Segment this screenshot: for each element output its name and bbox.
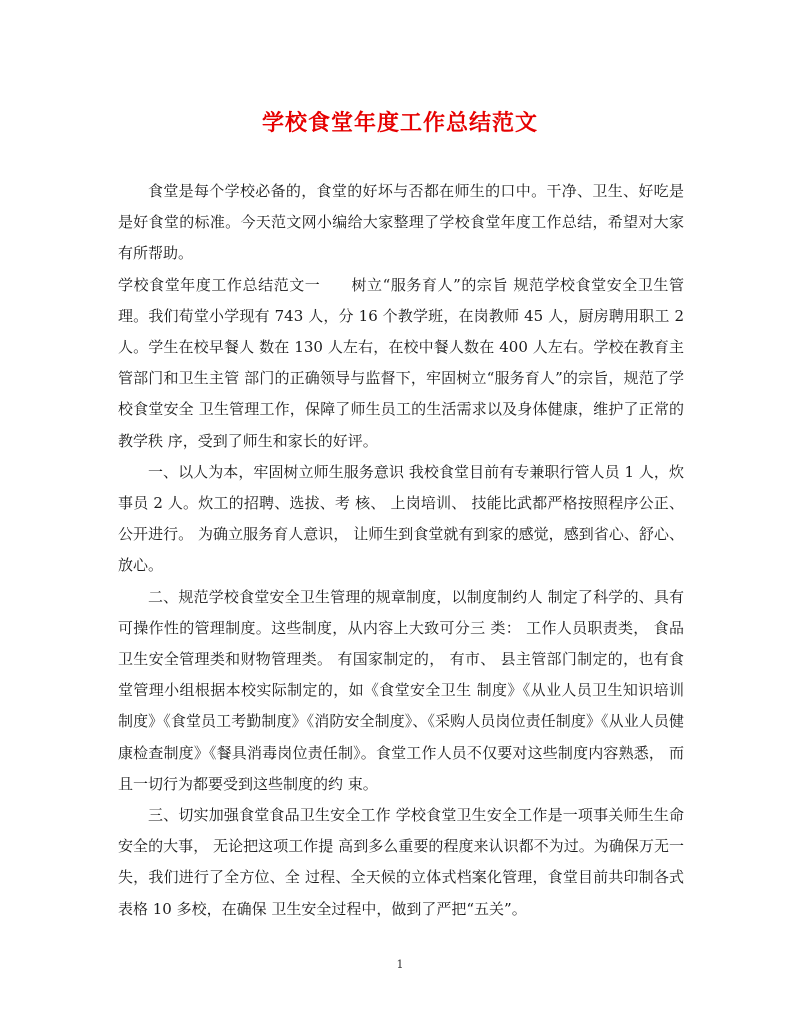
paragraph-intro: 食堂是每个学校必备的，食堂的好坏与否都在师生的口中。干净、卫生、好吃是是好食堂的标准。今天范文网小编给大家整理了学校食堂年度工作总结，希望对大家有所帮助。 — [118, 182, 684, 263]
document-body — [118, 176, 684, 925]
document-title: 学校食堂年度工作总结范文 — [261, 110, 538, 136]
paragraph-section-one: 学校食堂年度工作总结范文一 树立“服务育人”的宗旨 规范学校食堂安全卫生管理。我们荀堂小学现有 743 人，分 16 个教学班，在岗教师 45 人，厨房聘用职工 2 人。学生在校早餐人 数在 130 人左右，在校中餐人数在 400 人左右。学校在教育主管部门和卫生主管 部门的正确领导与监督下，牢固树立“服务育人”的宗旨，规范了学校食堂安全 卫生管理工作，保障了师生员工的生活需求以及身体健康，维护了正常的教学秩 序，受到了师生和家长的好评。 — [118, 275, 684, 450]
paragraph-item-three: 三、切实加强食堂食品卫生安全工作 学校食堂卫生安全工作是一项事关师生生命安全的大事， 无论把这项工作提 高到多么重要的程度来认识都不为过。为确保万无一失，我们进行了全方位、全 过程、全天候的立体式档案化管理，食堂目前共印制各式表格 10 多校，在确保 卫生安全过程中，做到了严把“五关”。 — [118, 806, 684, 918]
paragraph-item-two: 二、规范学校食堂安全卫生管理的规章制度，以制度制约人 制定了科学的、具有可操作性的管理制度。这些制度，从内容上大致可分三 类： 工作人员职责类， 食品卫生安全管理类和财物管理类。 有国家制定的， 有市、 县主管部门制定的，也有食堂管理小组根据本校实际制定的，如《食堂安全卫生 制度》《从业人员卫生知识培训制度》《食堂员工考勤制度》《消防安全制度》、《采购人员岗位责任制度》《从业人员健康检查制度》《餐具消毒岗位责任制》。食堂工作人员不仅要对这些制度内容熟悉， 而且一切行为都要受到这些制度的约 束。 — [118, 587, 684, 793]
paragraph-item-one: 一、以人为本，牢固树立师生服务意识 我校食堂目前有专兼职行管人员 1 人，炊事员 2 人。炊工的招聘、选拔、考 核、 上岗培训、 技能比武都严格按照程序公正、 公开进行。 为确立服务育人意识， 让师生到食堂就有到家的感觉，感到省心、舒心、放心。 — [118, 462, 684, 575]
page-number: 1 — [396, 958, 404, 971]
